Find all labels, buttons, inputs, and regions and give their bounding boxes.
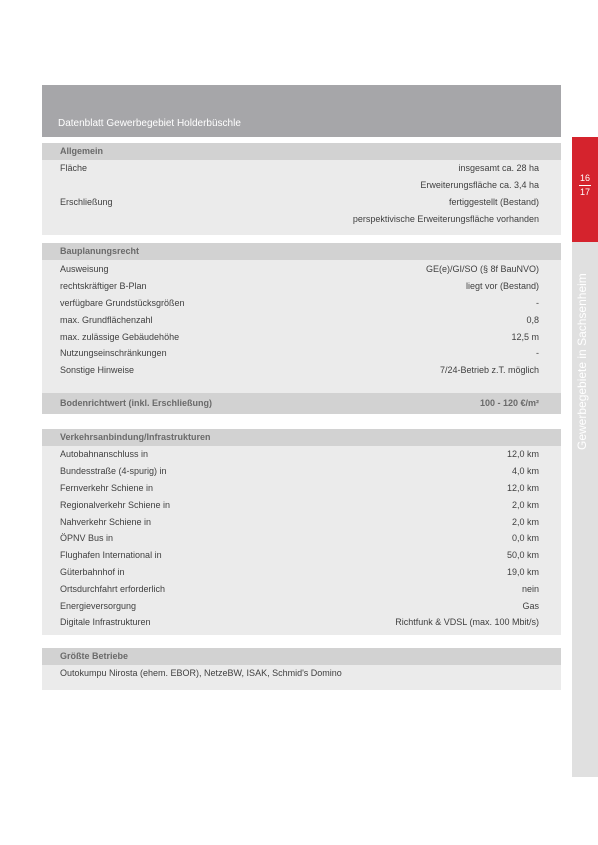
section-heading: Verkehrsanbindung/Infrastrukturen <box>42 429 561 446</box>
row-value: Gas <box>522 600 539 611</box>
section-heading: Allgemein <box>42 143 561 160</box>
table-row <box>42 210 561 227</box>
companies-text: Outokumpu Nirosta (ehem. EBOR), NetzeBW, ISAK, Schmid's Domino <box>60 668 342 679</box>
row-label: verfügbare Grundstücksgrößen <box>60 297 185 308</box>
table-row <box>42 614 561 631</box>
bodenrichtwert-value: 100 - 120 €/m² <box>479 398 539 409</box>
row-value: GE(e)/GI/SO (§ 8f BauNVO) <box>425 264 539 275</box>
table-row <box>42 446 561 463</box>
row-value: 2,0 km <box>511 516 539 527</box>
row-value: 12,5 m <box>511 331 539 342</box>
datasheet-title-bar <box>42 85 561 137</box>
section-body <box>42 260 561 393</box>
table-row <box>42 261 561 278</box>
row-label: Sonstige Hinweise <box>60 365 135 376</box>
row-value: nein <box>521 583 539 594</box>
table-row <box>42 362 561 379</box>
table-row <box>42 513 561 530</box>
row-label: Regionalverkehr Schiene in <box>60 499 171 510</box>
row-value: - <box>536 348 539 359</box>
section-heading: Bauplanungsrecht <box>42 243 561 260</box>
row-label: Fläche <box>60 163 88 174</box>
row-value: fertiggestellt (Bestand) <box>448 196 539 207</box>
table-row <box>42 496 561 513</box>
row-value: 19,0 km <box>506 566 539 577</box>
row-value: 4,0 km <box>511 466 539 477</box>
row-label: Flughafen International in <box>60 550 162 561</box>
row-value: 12,0 km <box>506 449 539 460</box>
page-number-tab <box>572 137 598 242</box>
table-row <box>42 597 561 614</box>
table-row <box>42 295 561 312</box>
table-row <box>42 311 561 328</box>
row-label: Autobahnanschluss in <box>60 449 149 460</box>
row-value: 2,0 km <box>511 499 539 510</box>
chapter-label: Gewerbegebiete in Sachsenheim <box>575 273 589 450</box>
table-row <box>42 530 561 547</box>
row-label: ÖPNV Bus in <box>60 533 114 544</box>
bodenrichtwert-label: Bodenrichtwert (inkl. Erschließung) <box>60 398 213 409</box>
section-groesste-betriebe <box>42 648 561 690</box>
row-label: Fernverkehr Schiene in <box>60 482 154 493</box>
section-verkehrsanbindung <box>42 429 561 635</box>
page-number-next: 17 <box>579 187 590 197</box>
row-value: 0,8 <box>526 314 539 325</box>
row-value: 7/24-Betrieb z.T. möglich <box>439 365 539 376</box>
table-row <box>42 564 561 581</box>
row-label: Ortsdurchfahrt erforderlich <box>60 583 166 594</box>
row-label: Bundesstraße (4-spurig) in <box>60 466 167 477</box>
section-heading: Größte Betriebe <box>42 648 561 665</box>
table-row <box>42 345 561 362</box>
table-row <box>42 177 561 194</box>
section-allgemein <box>42 143 561 235</box>
table-row <box>42 328 561 345</box>
section-body <box>42 160 561 235</box>
row-value: 50,0 km <box>506 550 539 561</box>
section-body <box>42 665 561 690</box>
row-value: 12,0 km <box>506 482 539 493</box>
row-label: max. Grundflächenzahl <box>60 314 153 325</box>
bodenrichtwert-row <box>42 393 561 414</box>
table-row <box>42 480 561 497</box>
table-row <box>42 160 561 177</box>
row-value: liegt vor (Bestand) <box>465 281 539 292</box>
page-number-current: 16 <box>579 173 590 183</box>
table-row <box>42 547 561 564</box>
row-value: Richtfunk & VDSL (max. 100 Mbit/s) <box>395 617 539 628</box>
row-value: Erweiterungsfläche ca. 3,4 ha <box>420 180 539 191</box>
row-label: Güterbahnhof in <box>60 566 125 577</box>
row-value: - <box>536 297 539 308</box>
table-row <box>42 278 561 295</box>
row-label: Nutzungseinschränkungen <box>60 348 167 359</box>
row-label: Nahverkehr Schiene in <box>60 516 152 527</box>
row-label: max. zulässige Gebäudehöhe <box>60 331 180 342</box>
section-bauplanungsrecht <box>42 243 561 414</box>
table-row <box>42 463 561 480</box>
row-label: Energieversorgung <box>60 600 137 611</box>
section-body <box>42 446 561 635</box>
row-label: Erschließung <box>60 196 113 207</box>
table-row <box>42 580 561 597</box>
row-label: Ausweisung <box>60 264 109 275</box>
row-label: rechtskräftiger B-Plan <box>60 281 147 292</box>
table-row <box>42 194 561 211</box>
row-value: 0,0 km <box>511 533 539 544</box>
row-value: insgesamt ca. 28 ha <box>458 163 539 174</box>
datasheet-title: Datenblatt Gewerbegebiet Holderbüschle <box>58 118 241 129</box>
row-label: Digitale Infrastrukturen <box>60 617 151 628</box>
list-item <box>42 665 561 682</box>
row-value: perspektivische Erweiterungsfläche vorhanden <box>352 213 539 224</box>
page-number-divider <box>579 185 591 186</box>
